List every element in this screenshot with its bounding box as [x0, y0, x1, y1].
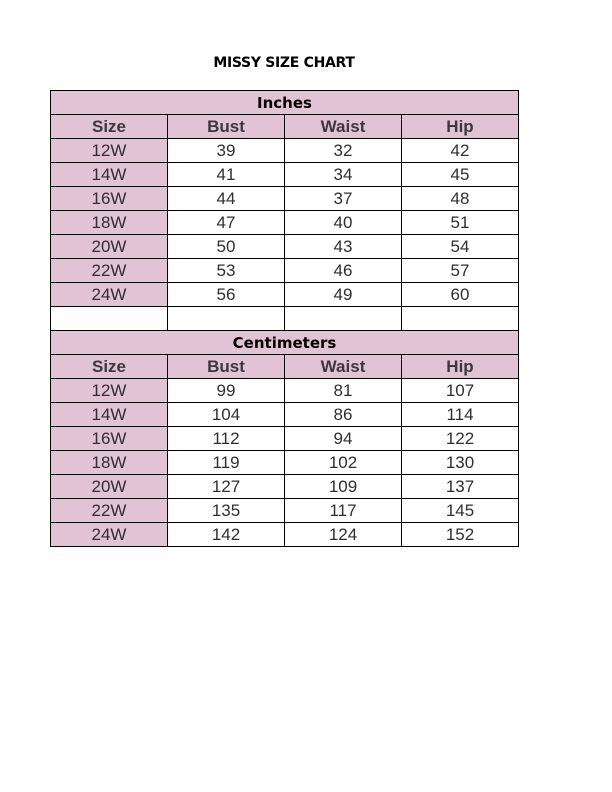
blank-cell	[285, 307, 402, 331]
centimeters-header-row	[51, 355, 519, 379]
size-cell: 18W	[51, 451, 168, 475]
table-row	[51, 283, 519, 307]
size-cell: 16W	[51, 427, 168, 451]
inches-section-row	[51, 91, 519, 115]
hip-cell: 51	[402, 211, 519, 235]
waist-cell: 37	[285, 187, 402, 211]
table-row	[51, 235, 519, 259]
size-cell: 14W	[51, 403, 168, 427]
size-cell: 20W	[51, 235, 168, 259]
waist-cell: 34	[285, 163, 402, 187]
blank-cell	[51, 307, 168, 331]
size-cell: 22W	[51, 259, 168, 283]
size-cell: 22W	[51, 499, 168, 523]
waist-cell: 32	[285, 139, 402, 163]
inches-header-hip: Hip	[402, 115, 519, 139]
bust-cell: 142	[168, 523, 285, 547]
hip-cell: 122	[402, 427, 519, 451]
waist-cell: 46	[285, 259, 402, 283]
centimeters-section-row	[51, 331, 519, 355]
size-cell: 12W	[51, 139, 168, 163]
hip-cell: 107	[402, 379, 519, 403]
inches-header-waist: Waist	[285, 115, 402, 139]
waist-cell: 124	[285, 523, 402, 547]
bust-cell: 41	[168, 163, 285, 187]
hip-cell: 45	[402, 163, 519, 187]
table-row	[51, 379, 519, 403]
table-row	[51, 499, 519, 523]
size-cell: 14W	[51, 163, 168, 187]
size-cell: 24W	[51, 283, 168, 307]
hip-cell: 114	[402, 403, 519, 427]
table-row	[51, 403, 519, 427]
centimeters-header-waist: Waist	[285, 355, 402, 379]
blank-cell	[402, 307, 519, 331]
bust-cell: 112	[168, 427, 285, 451]
waist-cell: 49	[285, 283, 402, 307]
bust-cell: 47	[168, 211, 285, 235]
bust-cell: 135	[168, 499, 285, 523]
centimeters-header-bust: Bust	[168, 355, 285, 379]
size-cell: 20W	[51, 475, 168, 499]
size-cell: 16W	[51, 187, 168, 211]
waist-cell: 43	[285, 235, 402, 259]
waist-cell: 117	[285, 499, 402, 523]
table-row	[51, 451, 519, 475]
inches-header-size: Size	[51, 115, 168, 139]
table-row	[51, 475, 519, 499]
waist-cell: 86	[285, 403, 402, 427]
inches-header-bust: Bust	[168, 115, 285, 139]
blank-cell	[168, 307, 285, 331]
bust-cell: 53	[168, 259, 285, 283]
hip-cell: 60	[402, 283, 519, 307]
size-cell: 24W	[51, 523, 168, 547]
hip-cell: 48	[402, 187, 519, 211]
bust-cell: 39	[168, 139, 285, 163]
inches-section-label: Inches	[51, 91, 519, 115]
table-row	[51, 259, 519, 283]
hip-cell: 152	[402, 523, 519, 547]
table-row	[51, 163, 519, 187]
centimeters-section-label: Centimeters	[51, 331, 519, 355]
hip-cell: 54	[402, 235, 519, 259]
table-row	[51, 187, 519, 211]
bust-cell: 104	[168, 403, 285, 427]
hip-cell: 42	[402, 139, 519, 163]
hip-cell: 137	[402, 475, 519, 499]
size-cell: 18W	[51, 211, 168, 235]
size-cell: 12W	[51, 379, 168, 403]
centimeters-header-size: Size	[51, 355, 168, 379]
hip-cell: 130	[402, 451, 519, 475]
bust-cell: 56	[168, 283, 285, 307]
waist-cell: 81	[285, 379, 402, 403]
waist-cell: 94	[285, 427, 402, 451]
bust-cell: 99	[168, 379, 285, 403]
blank-row	[51, 307, 519, 331]
table-row	[51, 139, 519, 163]
table-row	[51, 427, 519, 451]
table-row	[51, 523, 519, 547]
bust-cell: 50	[168, 235, 285, 259]
hip-cell: 145	[402, 499, 519, 523]
table-row	[51, 211, 519, 235]
inches-header-row	[51, 115, 519, 139]
centimeters-header-hip: Hip	[402, 355, 519, 379]
bust-cell: 44	[168, 187, 285, 211]
waist-cell: 40	[285, 211, 402, 235]
waist-cell: 102	[285, 451, 402, 475]
bust-cell: 119	[168, 451, 285, 475]
size-chart-table	[50, 90, 519, 547]
bust-cell: 127	[168, 475, 285, 499]
page-title: MISSY SIZE CHART	[213, 55, 355, 71]
waist-cell: 109	[285, 475, 402, 499]
hip-cell: 57	[402, 259, 519, 283]
